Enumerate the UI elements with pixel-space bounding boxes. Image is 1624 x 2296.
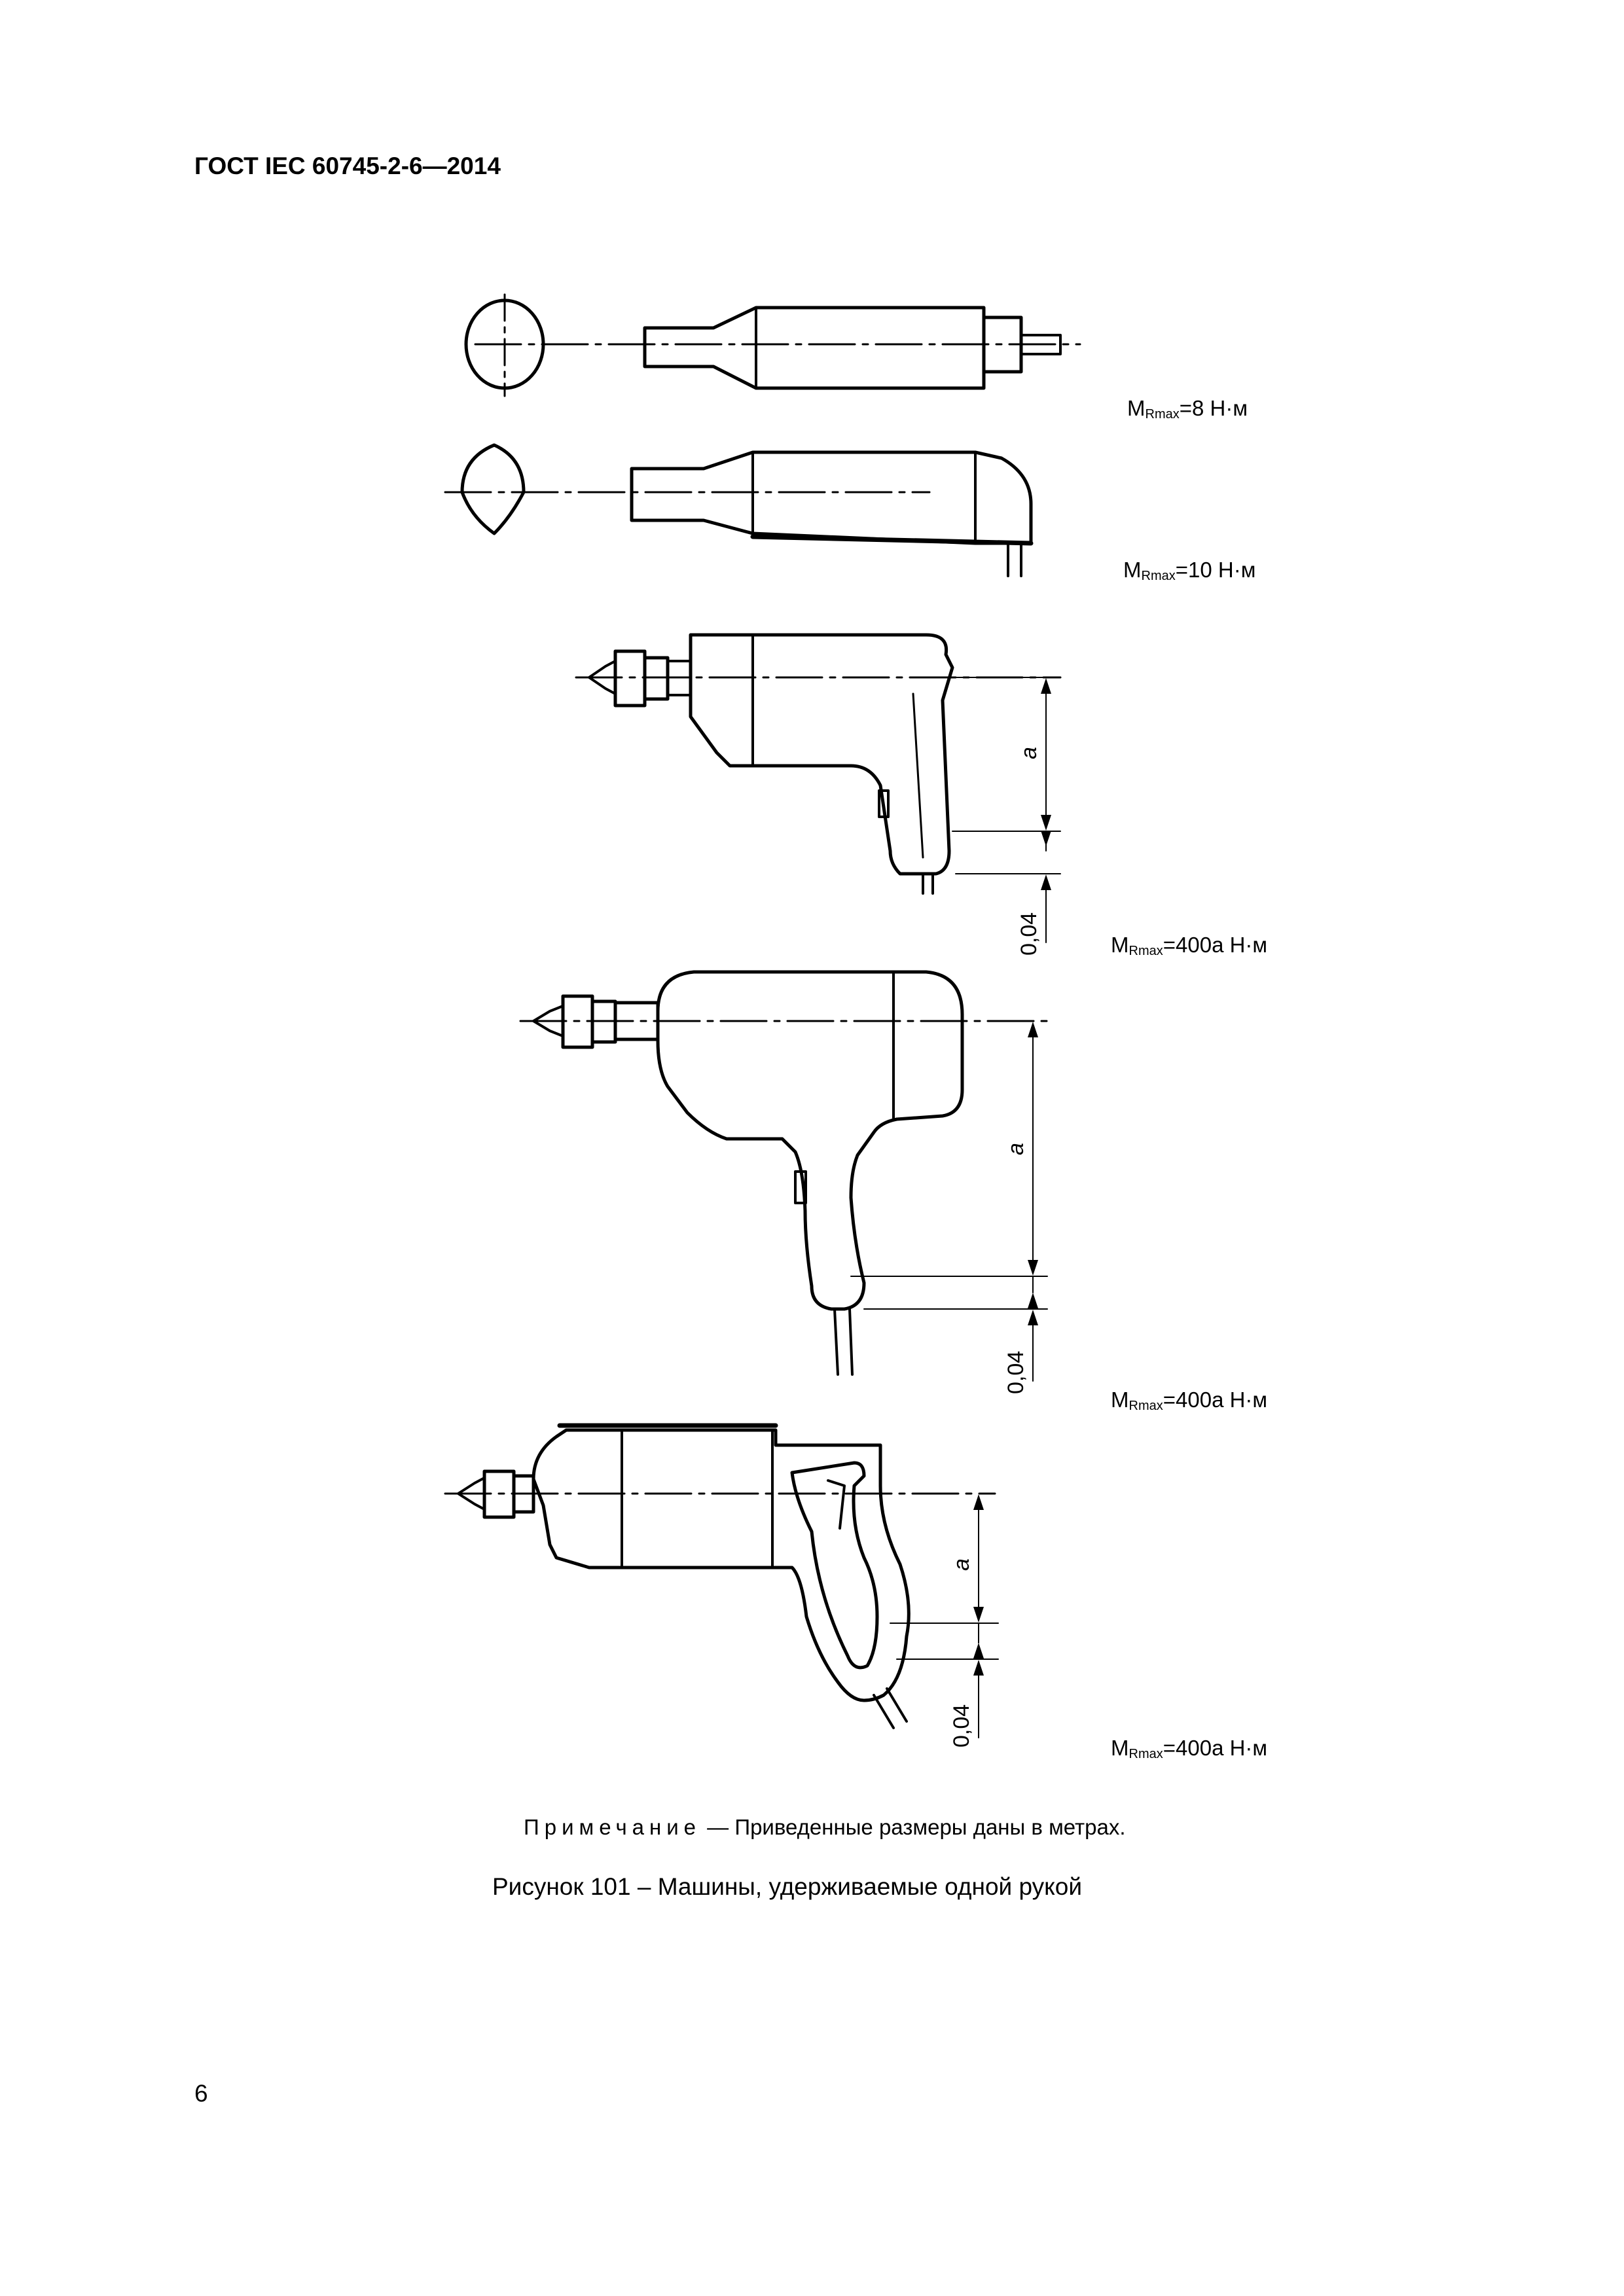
figure-note [524,1815,1126,1840]
note-label: Примечание [524,1815,702,1839]
moment-label-3: $M_{Rmax}=400a$ Н·м [1111,933,1268,958]
tool-pistol-drill-2 [520,972,1054,1381]
document-header: ГОСТ IEC 60745-2-6—2014 [194,152,501,179]
page-number: 6 [194,2080,208,2107]
moment-label-5: $M_{Rmax}=400a$ Н·м [1111,1736,1268,1761]
tool-pistol-drill-3 [445,1426,998,1738]
moment-label-2: $M_{Rmax}=10$ Н·м [1123,558,1256,583]
moment-label-1: $M_{Rmax}=8$ Н·м [1127,396,1248,422]
tool-straight-grinder [466,295,1080,396]
dimension-a-label: a [1003,1143,1028,1155]
tool-pistol-drill-1 [576,635,1060,942]
figure-caption: Рисунок 101 – Машины, удерживаемые одной рукой [492,1873,1082,1900]
dimension-offset-label: 0,04 [1017,912,1041,956]
dimension-offset-label: 0,04 [1003,1350,1028,1394]
tool-angled-grinder [445,445,1031,576]
moment-label-4: $M_{Rmax}=400a$ Н·м [1111,1388,1268,1413]
dimension-a-label: a [1017,747,1041,759]
note-text: — Приведенные размеры даны в метрах. [701,1815,1126,1839]
dimension-offset-label: 0,04 [949,1704,974,1748]
dimension-a-label: a [949,1558,974,1571]
